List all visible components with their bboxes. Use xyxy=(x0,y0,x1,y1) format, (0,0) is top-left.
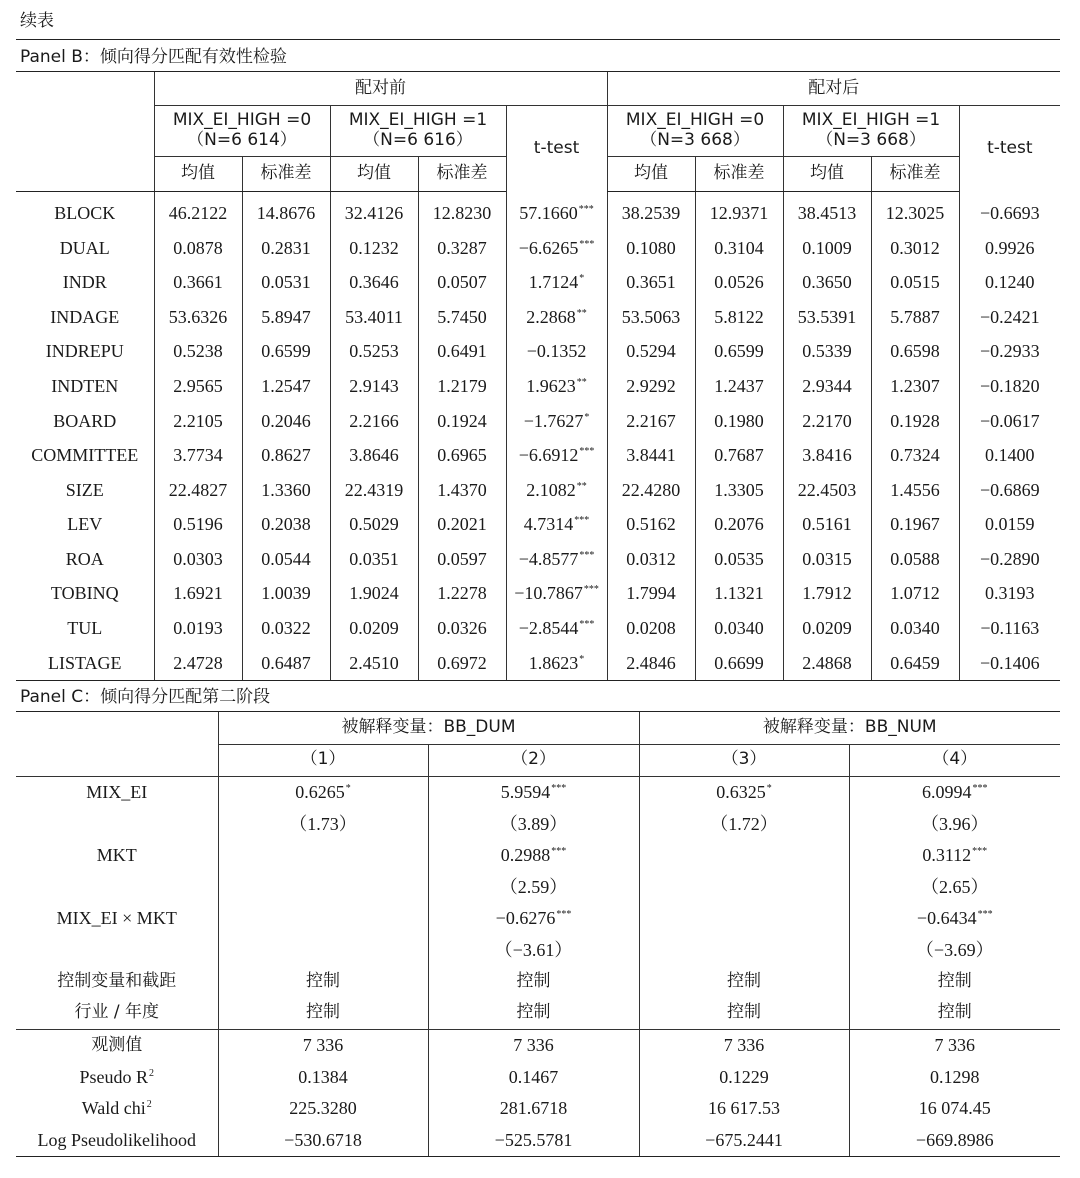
t-statistic: （−3.61） xyxy=(428,935,639,967)
cell-value: 22.4503 xyxy=(783,473,871,508)
coefficient-value xyxy=(218,903,428,935)
coefficient-row xyxy=(16,777,1060,809)
t-statistic: （3.89） xyxy=(428,809,639,841)
panel-b-body xyxy=(16,192,1060,681)
stat-value: 0.1298 xyxy=(849,1062,1060,1094)
cell-value: 12.3025 xyxy=(871,192,959,231)
before-match-header: 配对前 xyxy=(154,72,607,106)
column-number: （4） xyxy=(849,744,1060,777)
stat-value: 7 336 xyxy=(218,1030,428,1062)
cell-value: 1.7912 xyxy=(783,577,871,612)
table-row xyxy=(16,438,1060,473)
cell-value: 0.0326 xyxy=(418,611,506,646)
sd-header: 标准差 xyxy=(871,157,959,192)
cell-value: 2.2166 xyxy=(330,404,418,439)
cell-value: 2.4728 xyxy=(154,646,242,681)
cell-value: 0.5029 xyxy=(330,507,418,542)
cell-value: 0.0878 xyxy=(154,231,242,266)
ttest-value: 57.1660*** xyxy=(506,192,607,231)
stub-header xyxy=(16,72,154,106)
t-statistic xyxy=(218,872,428,904)
cell-value: 2.9344 xyxy=(783,369,871,404)
cell-value: 2.4868 xyxy=(783,646,871,681)
table-row xyxy=(16,646,1060,681)
ttest-value: 1.8623* xyxy=(506,646,607,681)
variable-name: MIX_EI × MKT xyxy=(56,908,177,929)
cell-value: 12.9371 xyxy=(695,192,783,231)
ttest-value: −10.7867*** xyxy=(506,577,607,612)
significance-stars: *** xyxy=(977,909,993,921)
cell-value: 0.6598 xyxy=(871,334,959,369)
cell-value: 0.0312 xyxy=(607,542,695,577)
cell-value: 53.4011 xyxy=(330,300,418,335)
stat-value: 7 336 xyxy=(428,1030,639,1062)
ttest-value: 1.9623** xyxy=(506,369,607,404)
variable-name: TUL xyxy=(67,618,103,639)
variable-name: MKT xyxy=(96,845,137,866)
cell-value: 53.5063 xyxy=(607,300,695,335)
cell-value: 0.1080 xyxy=(607,231,695,266)
significance-stars: *** xyxy=(579,238,595,250)
cell-value: 5.7450 xyxy=(418,300,506,335)
cell-value: 0.6599 xyxy=(242,334,330,369)
cell-value: 0.3287 xyxy=(418,231,506,266)
cell-value: 0.6487 xyxy=(242,646,330,681)
t-statistic: （−3.69） xyxy=(849,935,1060,967)
ttest-value: −0.6693 xyxy=(959,192,1060,231)
cell-value: 0.6699 xyxy=(695,646,783,681)
t-statistic: （1.72） xyxy=(639,809,849,841)
cell-value: 0.0209 xyxy=(330,611,418,646)
significance-stars: *** xyxy=(972,846,988,858)
cell-value: 1.0712 xyxy=(871,577,959,612)
ttest-value: 0.0159 xyxy=(959,507,1060,542)
significance-stars: *** xyxy=(551,783,567,795)
cell-value: 5.8947 xyxy=(242,300,330,335)
cell-value: 1.1321 xyxy=(695,577,783,612)
table-row xyxy=(16,369,1060,404)
cell-value: 2.9565 xyxy=(154,369,242,404)
t-statistic xyxy=(639,935,849,967)
variable-name: SIZE xyxy=(65,479,104,500)
cell-value: 1.4556 xyxy=(871,473,959,508)
stat-value: −669.8986 xyxy=(849,1125,1060,1157)
t-statistic: （1.73） xyxy=(218,809,428,841)
stat-value: 0.1229 xyxy=(639,1062,849,1094)
cell-value: 0.0526 xyxy=(695,265,783,300)
panel-c-table xyxy=(16,711,1060,1157)
group-header: MIX_EI_HIGH =0 （N=3 668） xyxy=(607,106,783,157)
cell-value: 5.7887 xyxy=(871,300,959,335)
t-statistic xyxy=(218,935,428,967)
ttest-value: −0.6869 xyxy=(959,473,1060,508)
cell-value: 1.2437 xyxy=(695,369,783,404)
significance-stars: *** xyxy=(551,846,567,858)
table-row xyxy=(16,231,1060,266)
coefficient-value: −0.6276*** xyxy=(428,903,639,935)
ttest-value: 0.1400 xyxy=(959,438,1060,473)
column-number: （1） xyxy=(218,744,428,777)
variable-name-blank xyxy=(16,872,218,904)
significance-stars: ** xyxy=(576,376,587,388)
cell-value: 0.6972 xyxy=(418,646,506,681)
cell-value: 2.2105 xyxy=(154,404,242,439)
cell-value: 0.0544 xyxy=(242,542,330,577)
cell-value: 0.7324 xyxy=(871,438,959,473)
cell-value: 14.8676 xyxy=(242,192,330,231)
control-row xyxy=(16,966,1060,998)
significance-stars: *** xyxy=(579,446,595,458)
cell-value: 0.0322 xyxy=(242,611,330,646)
ttest-value: −0.1406 xyxy=(959,646,1060,681)
cell-value: 2.9143 xyxy=(330,369,418,404)
stat-value: −530.6718 xyxy=(218,1125,428,1157)
coefficient-value: −0.6434*** xyxy=(849,903,1060,935)
significance-stars: * xyxy=(345,783,351,795)
table-row xyxy=(16,334,1060,369)
cell-value: 0.0351 xyxy=(330,542,418,577)
cell-value: 0.5161 xyxy=(783,507,871,542)
coefficient-value: 0.3112*** xyxy=(849,840,1060,872)
cell-value: 0.5253 xyxy=(330,334,418,369)
cell-value: 0.2831 xyxy=(242,231,330,266)
cell-value: 0.0303 xyxy=(154,542,242,577)
dep-var-bb-dum-header: 被解释变量：BB_DUM xyxy=(218,712,639,745)
table-row xyxy=(16,300,1060,335)
cell-value: 2.4846 xyxy=(607,646,695,681)
table-row xyxy=(16,507,1060,542)
sd-header: 标准差 xyxy=(695,157,783,192)
coefficient-value xyxy=(639,903,849,935)
cell-value: 0.0209 xyxy=(783,611,871,646)
control-label: 控制变量和截距 xyxy=(57,970,177,991)
variable-name: ROA xyxy=(65,548,104,569)
cell-value: 0.1967 xyxy=(871,507,959,542)
cell-value: 0.0193 xyxy=(154,611,242,646)
mean-header: 均值 xyxy=(154,157,242,192)
panel-c-title: Panel C：倾向得分匹配第二阶段 xyxy=(20,687,271,707)
cell-value: 1.7994 xyxy=(607,577,695,612)
stat-label: Wald chi$^2$ xyxy=(81,1098,152,1119)
stat-row xyxy=(16,1093,1060,1125)
variable-name: COMMITTEE xyxy=(31,445,139,466)
cell-value: 0.1232 xyxy=(330,231,418,266)
cell-value: 2.2167 xyxy=(607,404,695,439)
stat-label: 观测值 xyxy=(16,1030,218,1062)
stat-row xyxy=(16,1125,1060,1157)
t-statistic: （2.65） xyxy=(849,872,1060,904)
cell-value: 2.4510 xyxy=(330,646,418,681)
stat-value: 0.1467 xyxy=(428,1062,639,1094)
table-row xyxy=(16,192,1060,231)
cell-value: 1.6921 xyxy=(154,577,242,612)
dep-var-bb-num-header: 被解释变量：BB_NUM xyxy=(639,712,1060,745)
coefficient-value xyxy=(218,840,428,872)
t-stat-row xyxy=(16,935,1060,967)
cell-value: 1.3360 xyxy=(242,473,330,508)
cell-value: 0.6965 xyxy=(418,438,506,473)
cell-value: 0.3012 xyxy=(871,231,959,266)
cell-value: 38.2539 xyxy=(607,192,695,231)
cell-value: 0.6599 xyxy=(695,334,783,369)
ttest-value: −6.6912*** xyxy=(506,438,607,473)
cell-value: 0.0340 xyxy=(695,611,783,646)
cell-value: 0.7687 xyxy=(695,438,783,473)
significance-stars: ** xyxy=(576,307,587,319)
cell-value: 1.0039 xyxy=(242,577,330,612)
cell-value: 0.1924 xyxy=(418,404,506,439)
stat-value: 16 074.45 xyxy=(849,1093,1060,1125)
table-row xyxy=(16,404,1060,439)
ttest-value: 0.3193 xyxy=(959,577,1060,612)
cell-value: 0.3651 xyxy=(607,265,695,300)
control-label: 行业 / 年度 xyxy=(74,1002,160,1023)
variable-name: LISTAGE xyxy=(16,646,154,681)
cell-value: 0.5196 xyxy=(154,507,242,542)
cell-value: 0.0597 xyxy=(418,542,506,577)
coefficient-value: 6.0994*** xyxy=(849,777,1060,809)
stat-value: 16 617.53 xyxy=(639,1093,849,1125)
cell-value: 0.2046 xyxy=(242,404,330,439)
cell-value: 46.2122 xyxy=(154,192,242,231)
ttest-header: t-test xyxy=(959,106,1060,192)
panel-b-table xyxy=(16,71,1060,681)
ttest-value: −0.0617 xyxy=(959,404,1060,439)
ttest-value: −0.2890 xyxy=(959,542,1060,577)
cell-value: 0.0340 xyxy=(871,611,959,646)
cell-value: 53.6326 xyxy=(154,300,242,335)
panel-b-title: Panel B：倾向得分匹配有效性检验 xyxy=(20,47,287,67)
cell-value: 1.2307 xyxy=(871,369,959,404)
variable-name: DUAL xyxy=(59,237,110,258)
cell-value: 0.0507 xyxy=(418,265,506,300)
stat-label: Log Pseudolikelihood xyxy=(16,1125,218,1157)
variable-name: BLOCK xyxy=(54,202,116,223)
coefficient-value: 5.9594*** xyxy=(428,777,639,809)
table-row xyxy=(16,265,1060,300)
variable-name: INDREPU xyxy=(45,341,124,362)
significance-stars: * xyxy=(579,273,585,285)
ttest-value: −1.7627* xyxy=(506,404,607,439)
stat-value: 7 336 xyxy=(639,1030,849,1062)
cell-value: 0.3650 xyxy=(783,265,871,300)
mean-header: 均值 xyxy=(607,157,695,192)
cell-value: 22.4319 xyxy=(330,473,418,508)
significance-stars: ** xyxy=(576,480,587,492)
mean-header: 均值 xyxy=(783,157,871,192)
cell-value: 1.2278 xyxy=(418,577,506,612)
cell-value: 0.6459 xyxy=(871,646,959,681)
variable-name: LEV xyxy=(67,514,103,535)
significance-stars: * xyxy=(766,783,772,795)
cell-value: 0.5162 xyxy=(607,507,695,542)
top-rule xyxy=(16,39,1060,40)
continued-label: 续表 xyxy=(20,11,54,31)
cell-value: 0.0535 xyxy=(695,542,783,577)
significance-stars: *** xyxy=(574,515,590,527)
significance-stars: *** xyxy=(972,783,988,795)
group-header: MIX_EI_HIGH =1 （N=3 668） xyxy=(783,106,959,157)
control-value: 控制 xyxy=(849,998,1060,1030)
significance-stars: *** xyxy=(556,909,572,921)
cell-value: 3.8416 xyxy=(783,438,871,473)
stat-value: 225.3280 xyxy=(218,1093,428,1125)
stat-value: 7 336 xyxy=(849,1030,1060,1062)
cell-value: 3.8646 xyxy=(330,438,418,473)
cell-value: 0.1009 xyxy=(783,231,871,266)
cell-value: 0.0315 xyxy=(783,542,871,577)
cell-value: 0.2021 xyxy=(418,507,506,542)
control-value: 控制 xyxy=(218,998,428,1030)
ttest-value: −0.1163 xyxy=(959,611,1060,646)
control-value: 控制 xyxy=(849,966,1060,998)
cell-value: 1.3305 xyxy=(695,473,783,508)
ttest-value: −0.2421 xyxy=(959,300,1060,335)
cell-value: 0.2038 xyxy=(242,507,330,542)
ttest-header: t-test xyxy=(506,106,607,192)
significance-stars: * xyxy=(584,411,590,423)
cell-value: 0.3646 xyxy=(330,265,418,300)
significance-stars: *** xyxy=(579,549,595,561)
cell-value: 3.7734 xyxy=(154,438,242,473)
column-number: （3） xyxy=(639,744,849,777)
stat-label: Pseudo $R^2$ xyxy=(79,1066,154,1087)
coefficient-value xyxy=(639,840,849,872)
t-statistic: （2.59） xyxy=(428,872,639,904)
coefficient-row xyxy=(16,840,1060,872)
cell-value: 12.8230 xyxy=(418,192,506,231)
column-number: （2） xyxy=(428,744,639,777)
cell-value: 0.5238 xyxy=(154,334,242,369)
variable-name: BOARD xyxy=(53,410,117,431)
variable-name-blank xyxy=(16,809,218,841)
cell-value: 1.2547 xyxy=(242,369,330,404)
control-value: 控制 xyxy=(639,998,849,1030)
cell-value: 0.1980 xyxy=(695,404,783,439)
table-row xyxy=(16,542,1060,577)
cell-value: 1.4370 xyxy=(418,473,506,508)
ttest-value: 4.7314*** xyxy=(506,507,607,542)
control-row xyxy=(16,998,1060,1030)
stat-value: 281.6718 xyxy=(428,1093,639,1125)
cell-value: 0.0588 xyxy=(871,542,959,577)
cell-value: 0.5339 xyxy=(783,334,871,369)
cell-value: 53.5391 xyxy=(783,300,871,335)
stat-row xyxy=(16,1030,1060,1062)
significance-stars: *** xyxy=(583,584,599,596)
t-stat-row xyxy=(16,809,1060,841)
coefficient-value: 0.6265* xyxy=(218,777,428,809)
ttest-value: 2.1082** xyxy=(506,473,607,508)
cell-value: 1.9024 xyxy=(330,577,418,612)
sd-header: 标准差 xyxy=(242,157,330,192)
ttest-value: −0.1352 xyxy=(506,334,607,369)
control-value: 控制 xyxy=(428,966,639,998)
coefficient-row xyxy=(16,903,1060,935)
ttest-value: 0.1240 xyxy=(959,265,1060,300)
control-value: 控制 xyxy=(428,998,639,1030)
stat-value: −675.2441 xyxy=(639,1125,849,1157)
cell-value: 0.3661 xyxy=(154,265,242,300)
group-header: MIX_EI_HIGH =0 （N=6 614） xyxy=(154,106,330,157)
stat-value: −525.5781 xyxy=(428,1125,639,1157)
t-statistic: （3.96） xyxy=(849,809,1060,841)
table-row xyxy=(16,473,1060,508)
cell-value: 22.4280 xyxy=(607,473,695,508)
significance-stars: *** xyxy=(579,619,595,631)
table-row xyxy=(16,611,1060,646)
coefficient-value: 0.2988*** xyxy=(428,840,639,872)
ttest-value: −0.1820 xyxy=(959,369,1060,404)
cell-value: 0.8627 xyxy=(242,438,330,473)
control-value: 控制 xyxy=(218,966,428,998)
cell-value: 0.2076 xyxy=(695,507,783,542)
cell-value: 0.5294 xyxy=(607,334,695,369)
table-row xyxy=(16,577,1060,612)
variable-name: INDTEN xyxy=(51,375,119,396)
significance-stars: * xyxy=(579,653,585,665)
cell-value: 0.6491 xyxy=(418,334,506,369)
significance-stars: *** xyxy=(578,203,594,215)
cell-value: 2.9292 xyxy=(607,369,695,404)
cell-value: 0.0208 xyxy=(607,611,695,646)
ttest-value: −4.8577*** xyxy=(506,542,607,577)
variable-name: MIX_EI xyxy=(86,782,148,803)
cell-value: 32.4126 xyxy=(330,192,418,231)
cell-value: 22.4827 xyxy=(154,473,242,508)
cell-value: 38.4513 xyxy=(783,192,871,231)
ttest-value: 2.2868** xyxy=(506,300,607,335)
ttest-value: −0.2933 xyxy=(959,334,1060,369)
ttest-value: −6.6265*** xyxy=(506,231,607,266)
cell-value: 0.1928 xyxy=(871,404,959,439)
cell-value: 0.3104 xyxy=(695,231,783,266)
cell-value: 5.8122 xyxy=(695,300,783,335)
cell-value: 2.2170 xyxy=(783,404,871,439)
ttest-value: 1.7124* xyxy=(506,265,607,300)
t-statistic xyxy=(639,872,849,904)
cell-value: 0.0531 xyxy=(242,265,330,300)
panel-c-body xyxy=(16,777,1060,1157)
cell-value: 0.0515 xyxy=(871,265,959,300)
variable-name: TOBINQ xyxy=(50,583,119,604)
cell-value: 3.8441 xyxy=(607,438,695,473)
variable-name-blank xyxy=(16,935,218,967)
coefficient-value: 0.6325* xyxy=(639,777,849,809)
significance-stars: 2 xyxy=(146,1099,152,1111)
stat-row xyxy=(16,1062,1060,1094)
cell-value: 1.2179 xyxy=(418,369,506,404)
variable-name: INDAGE xyxy=(50,306,120,327)
sd-header: 标准差 xyxy=(418,157,506,192)
after-match-header: 配对后 xyxy=(607,72,1060,106)
t-stat-row xyxy=(16,872,1060,904)
variable-name: INDR xyxy=(62,272,107,293)
group-header: MIX_EI_HIGH =1 （N=6 616） xyxy=(330,106,506,157)
control-value: 控制 xyxy=(639,966,849,998)
ttest-value: −2.8544*** xyxy=(506,611,607,646)
mean-header: 均值 xyxy=(330,157,418,192)
stat-value: 0.1384 xyxy=(218,1062,428,1094)
ttest-value: 0.9926 xyxy=(959,231,1060,266)
significance-stars: 2 xyxy=(149,1067,154,1079)
